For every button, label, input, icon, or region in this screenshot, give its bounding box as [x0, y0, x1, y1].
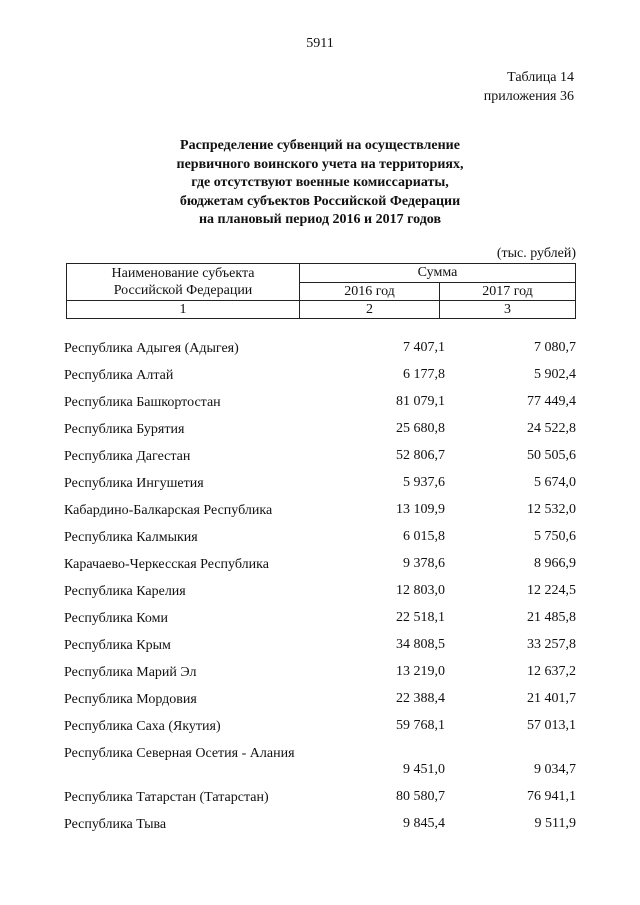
value-2017: 12 532,0	[527, 502, 576, 517]
table-row	[64, 550, 576, 577]
subject-name: Республика Адыгея (Адыгея)	[64, 341, 239, 356]
table-row	[64, 388, 576, 415]
subject-name: Республика Башкортостан	[64, 395, 221, 410]
table-body	[64, 334, 576, 837]
value-2017: 24 522,8	[527, 421, 576, 436]
table-header	[66, 263, 576, 319]
header-sum: Сумма	[300, 264, 576, 283]
value-2016: 9 378,6	[403, 556, 445, 571]
value-2017: 21 401,7	[527, 691, 576, 706]
value-2017: 5 902,4	[534, 367, 576, 382]
header-col-1: 1	[67, 301, 300, 319]
value-2017: 21 485,8	[527, 610, 576, 625]
header-col-2: 2	[300, 301, 440, 319]
value-2017: 50 505,6	[527, 448, 576, 463]
subject-name: Республика Марий Эл	[64, 665, 197, 680]
value-2016: 81 079,1	[396, 394, 445, 409]
value-2017: 57 013,1	[527, 718, 576, 733]
header-subject-name: Наименование субъекта Российской Федерации	[67, 264, 300, 301]
title-line: Распределение субвенций на осуществление	[180, 138, 460, 153]
value-2017: 7 080,7	[534, 340, 576, 355]
value-2017: 77 449,4	[527, 394, 576, 409]
value-2016: 59 768,1	[396, 718, 445, 733]
subject-name: Республика Мордовия	[64, 692, 197, 707]
table-row	[64, 415, 576, 442]
value-2016: 22 388,4	[396, 691, 445, 706]
subject-name: Республика Дагестан	[64, 449, 191, 464]
table-row	[64, 783, 576, 810]
table-row	[64, 604, 576, 631]
value-2016: 80 580,7	[396, 789, 445, 804]
units-label: (тыс. рублей)	[496, 246, 576, 261]
subject-name: Республика Крым	[64, 638, 171, 653]
value-2016: 6 015,8	[403, 529, 445, 544]
value-2016: 34 808,5	[396, 637, 445, 652]
header-year-2016: 2016 год	[300, 282, 440, 301]
subject-name: Республика Калмыкия	[64, 530, 198, 545]
value-2016: 13 219,0	[396, 664, 445, 679]
value-2017: 5 750,6	[534, 529, 576, 544]
table-row	[64, 631, 576, 658]
table-row	[64, 712, 576, 739]
subject-name: Кабардино-Балкарская Республика	[64, 503, 273, 518]
document-title	[40, 137, 600, 230]
value-2016: 52 806,7	[396, 448, 445, 463]
table-row	[64, 469, 576, 496]
table-row	[64, 523, 576, 550]
table-reference	[484, 68, 574, 106]
subject-name: Республика Карелия	[64, 584, 186, 599]
subject-name: Республика Татарстан (Татарстан)	[64, 790, 269, 805]
table-row	[64, 685, 576, 712]
table-row	[64, 577, 576, 604]
value-2017: 12 224,5	[527, 583, 576, 598]
header-year-2017: 2017 год	[440, 282, 576, 301]
value-2016: 6 177,8	[403, 367, 445, 382]
value-2016: 5 937,6	[403, 475, 445, 490]
subject-name: Республика Бурятия	[64, 422, 185, 437]
table-row	[64, 739, 576, 783]
title-line: бюджетам субъектов Российской Федерации	[179, 193, 461, 209]
subject-name: Республика Алтай	[64, 368, 174, 383]
value-2016: 12 803,0	[396, 583, 445, 598]
table-row	[64, 658, 576, 685]
value-2017: 33 257,8	[527, 637, 576, 652]
value-2016: 25 680,8	[396, 421, 445, 436]
value-2016: 13 109,9	[396, 502, 445, 517]
value-2017: 76 941,1	[527, 789, 576, 804]
header-col-3: 3	[440, 301, 576, 319]
subject-name: Республика Тыва	[64, 817, 167, 832]
appendix-number: приложения 36	[483, 89, 574, 104]
table-row	[64, 334, 576, 361]
page-number: 5911	[306, 36, 334, 51]
value-2016: 9 845,4	[403, 816, 445, 831]
value-2017: 8 966,9	[534, 556, 576, 571]
value-2016: 9 451,0	[403, 762, 445, 777]
value-2017: 9 511,9	[534, 816, 576, 831]
title-line: где отсутствуют военные комиссариаты,	[191, 175, 449, 190]
value-2016: 7 407,1	[403, 340, 445, 355]
value-2017: 12 637,2	[527, 664, 576, 679]
subject-name: Республика Северная Осетия - Алания	[64, 746, 295, 761]
table-row	[64, 496, 576, 523]
title-line: на плановый период 2016 и 2017 годов	[198, 212, 442, 227]
table-row	[64, 810, 576, 837]
subject-name: Республика Саха (Якутия)	[64, 719, 221, 734]
value-2017: 9 034,7	[534, 762, 576, 777]
title-line: первичного воинского учета на территориях,	[176, 156, 464, 172]
subject-name: Карачаево-Черкесская Республика	[64, 557, 269, 572]
table-row	[64, 361, 576, 388]
table-row	[64, 442, 576, 469]
value-2017: 5 674,0	[534, 475, 576, 490]
value-2016: 22 518,1	[396, 610, 445, 625]
subject-name: Республика Ингушетия	[64, 476, 204, 491]
subject-name: Республика Коми	[64, 611, 168, 626]
table-number: Таблица 14	[507, 70, 574, 85]
